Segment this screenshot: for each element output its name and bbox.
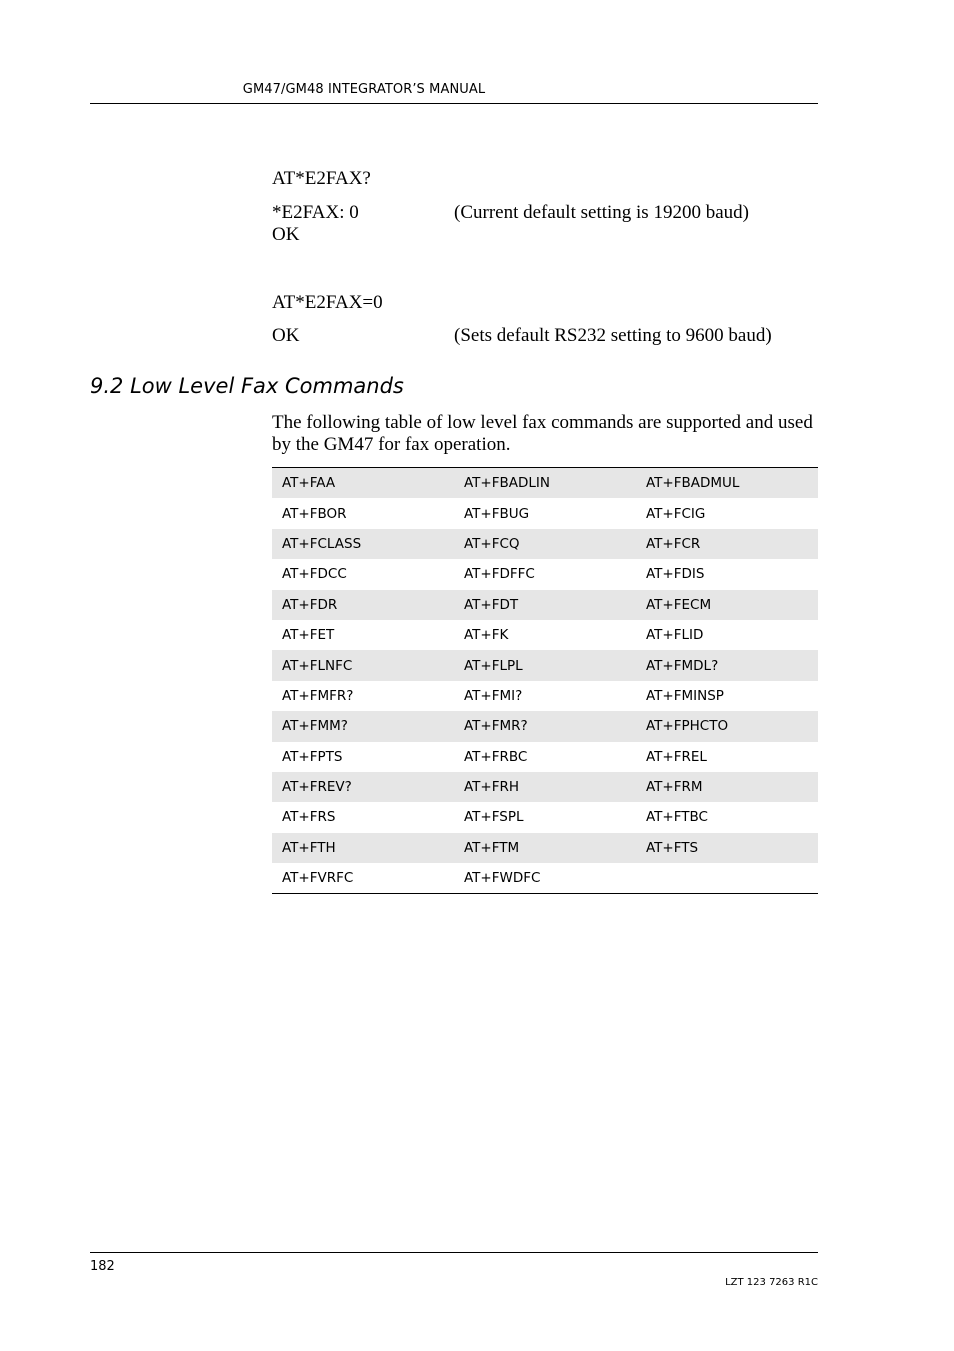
table-row xyxy=(272,863,818,893)
table-cell: AT+FBADLIN xyxy=(464,475,551,492)
table-cell: AT+FCLASS xyxy=(282,535,362,552)
table-row xyxy=(272,742,818,772)
table-row xyxy=(272,772,818,802)
table-cell: AT+FSPL xyxy=(464,809,524,826)
manual-title: GM47/GM48 INTEGRATOR’S MANUAL xyxy=(242,82,486,97)
intro-paragraph: The following table of low level fax commands are supported and used by the GM47 for fax operation. xyxy=(272,412,813,455)
table-cell: AT+FMM? xyxy=(282,718,348,735)
table-cell: AT+FREV? xyxy=(282,779,352,796)
table-cell: AT+FBUG xyxy=(464,505,530,522)
table-row xyxy=(272,468,818,498)
table-row xyxy=(272,498,818,528)
table-cell: AT+FTBC xyxy=(646,809,708,826)
example-command-set: AT*E2FAX=0 xyxy=(272,292,383,313)
table-cell: AT+FWDFC xyxy=(464,870,541,887)
table-cell: AT+FVRFC xyxy=(282,870,354,887)
table-row xyxy=(272,802,818,832)
example-ok-query: OK xyxy=(272,224,300,245)
table-cell: AT+FTM xyxy=(464,839,520,856)
example-response-set: OK xyxy=(272,325,300,346)
example-command-query: AT*E2FAX? xyxy=(272,168,371,189)
table-cell: AT+FBADMUL xyxy=(646,475,740,492)
table-row xyxy=(272,559,818,589)
example-response-query: *E2FAX: 0 xyxy=(272,202,359,223)
table-cell: AT+FDR xyxy=(282,596,338,613)
table-cell: AT+FMINSP xyxy=(646,687,724,704)
table-row xyxy=(272,681,818,711)
table-cell: AT+FMI? xyxy=(464,687,523,704)
table-cell: AT+FPTS xyxy=(282,748,343,765)
table-cell: AT+FREL xyxy=(646,748,707,765)
table-row xyxy=(272,833,818,863)
table-cell: AT+FLPL xyxy=(464,657,523,674)
table-cell: AT+FRBC xyxy=(464,748,528,765)
document-id: LZT 123 7263 R1C xyxy=(725,1277,818,1288)
table-cell: AT+FRH xyxy=(464,779,520,796)
fax-command-table xyxy=(272,467,818,894)
table-cell: AT+FDIS xyxy=(646,566,705,583)
table-cell: AT+FMR? xyxy=(464,718,528,735)
table-cell: AT+FDFFC xyxy=(464,566,535,583)
table-cell: AT+FLNFC xyxy=(282,657,353,674)
section-heading: 9.2 Low Level Fax Commands xyxy=(90,374,404,398)
example-comment-query: (Current default setting is 19200 baud) xyxy=(454,202,749,223)
table-cell: AT+FCQ xyxy=(464,535,520,552)
table-cell: AT+FTH xyxy=(282,839,336,856)
example-comment-set: (Sets default RS232 setting to 9600 baud) xyxy=(454,325,772,346)
table-cell: AT+FRS xyxy=(282,809,336,826)
table-cell: AT+FAA xyxy=(282,475,336,492)
table-row xyxy=(272,711,818,741)
table-cell: AT+FPHCTO xyxy=(646,718,729,735)
table-row xyxy=(272,650,818,680)
page-footer xyxy=(90,1252,818,1288)
page-number: 182 xyxy=(90,1259,115,1274)
table-cell: AT+FLID xyxy=(646,627,704,644)
table-cell: AT+FRM xyxy=(646,779,703,796)
running-header xyxy=(90,81,818,104)
table-cell: AT+FTS xyxy=(646,839,699,856)
table-cell: AT+FET xyxy=(282,627,335,644)
table-cell: AT+FBOR xyxy=(282,505,347,522)
table-row xyxy=(272,590,818,620)
table-cell: AT+FMDL? xyxy=(646,657,719,674)
table-cell: AT+FDCC xyxy=(282,566,347,583)
table-cell: AT+FDT xyxy=(464,596,519,613)
table-cell: AT+FCIG xyxy=(646,505,706,522)
table-cell: AT+FMFR? xyxy=(282,687,354,704)
table-cell: AT+FCR xyxy=(646,535,701,552)
table-row xyxy=(272,529,818,559)
table-row xyxy=(272,620,818,650)
table-cell: AT+FK xyxy=(464,627,509,644)
table-cell: AT+FECM xyxy=(646,596,712,613)
